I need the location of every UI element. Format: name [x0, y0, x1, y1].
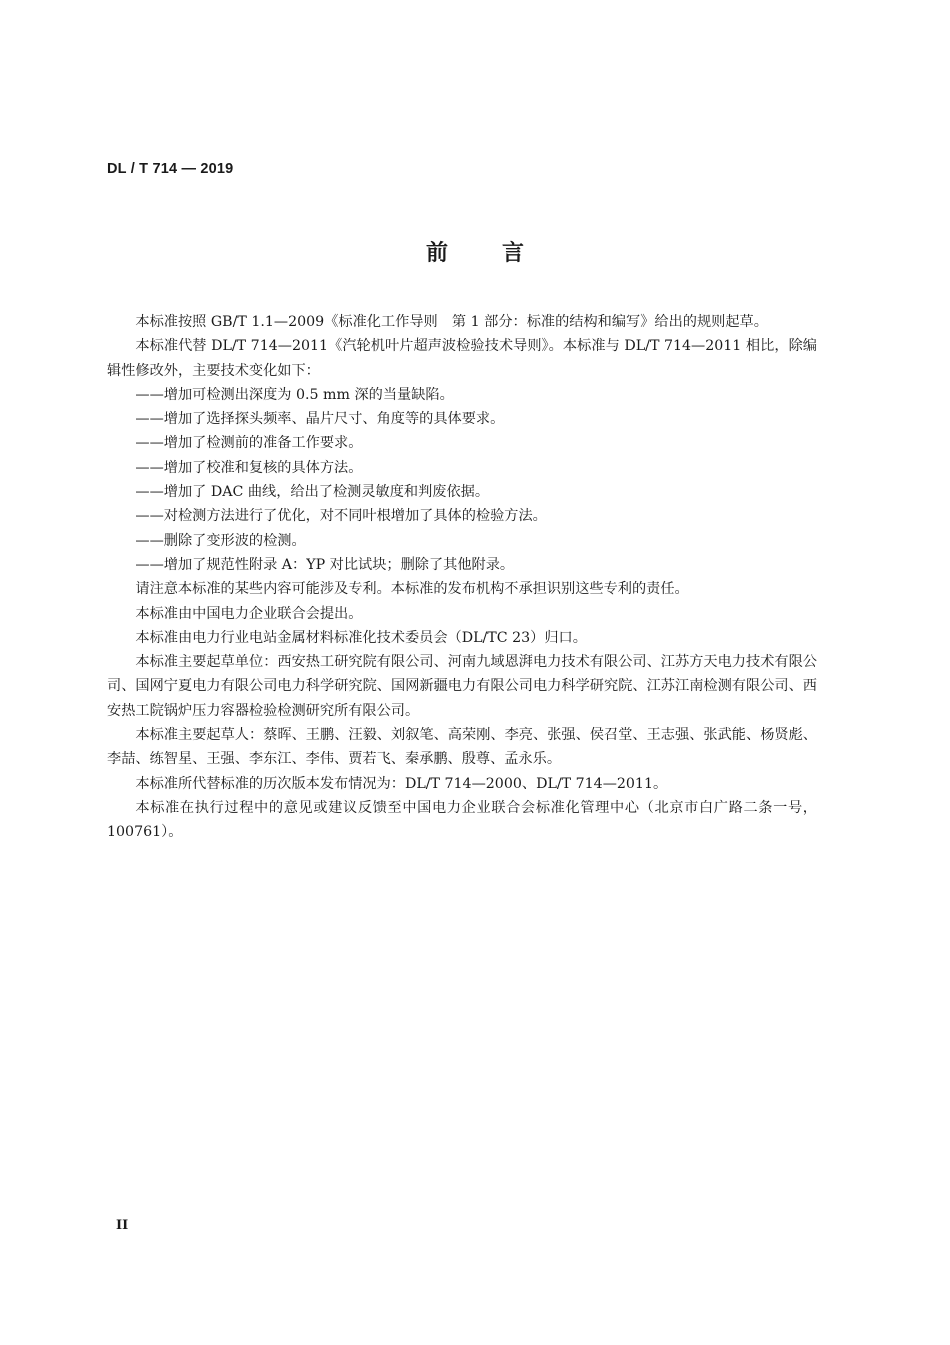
title-char-1: 前 — [425, 241, 448, 266]
paragraph: 本标准在执行过程中的意见或建议反馈至中国电力企业联合会标准化管理中心（北京市白广路二条一号，100761）。 — [107, 799, 817, 841]
document-code: DL / T 714 — 2019 — [107, 161, 234, 177]
paragraph: 请注意本标准的某些内容可能涉及专利。本标准的发布机构不承担识别这些专利的责任。 — [135, 581, 689, 598]
paragraph: 本标准主要起草单位：西安热工研究院有限公司、河南九域恩湃电力技术有限公司、江苏方天电力技术有限公司、国网宁夏电力有限公司电力科学研究院、国网新疆电力有限公司电力科学研究院、江苏江南检测有限公司、西安热工院锅炉压力容器检验检测研究所有限公司。 — [107, 654, 817, 719]
paragraph: 本标准按照 GB/T 1.1—2009《标准化工作导则 第 1 部分：标准的结构和编写》给出的规则起草。 — [135, 314, 768, 330]
paragraph: 本标准由中国电力企业联合会提出。 — [135, 605, 363, 622]
change-item: ——增加了 DAC 曲线，给出了检测灵敏度和判废依据。 — [135, 484, 490, 501]
paragraph: 本标准所代替标准的历次版本发布情况为：DL/T 714—2000、DL/T 714—2011。 — [135, 775, 668, 792]
change-item: ——增加了检测前的准备工作要求。 — [135, 435, 363, 452]
paragraph: 本标准代替 DL/T 714—2011《汽轮机叶片超声波检验技术导则》。本标准与 DL/T 714—2011 相比，除编辑性修改外，主要技术变化如下： — [107, 338, 817, 379]
change-item: ——对检测方法进行了优化，对不同叶根增加了具体的检验方法。 — [135, 508, 547, 525]
page-number: II — [116, 1218, 129, 1233]
paragraph: 本标准主要起草人：蔡晖、王鹏、汪毅、刘叙笔、高荣刚、李亮、张强、侯召堂、王志强、张武能、杨贤彪、李喆、练智星、王强、李东江、李伟、贾若飞、秦承鹏、殷尊、孟永乐。 — [107, 727, 817, 768]
section-title — [0, 236, 950, 267]
change-item: ——增加了校准和复核的具体方法。 — [135, 459, 363, 476]
paragraph: 本标准由电力行业电站金属材料标准化技术委员会（DL/TC 23）归口。 — [135, 629, 587, 646]
change-item: ——增加了选择探头频率、晶片尺寸、角度等的具体要求。 — [135, 411, 505, 428]
title-char-2: 言 — [502, 241, 525, 266]
change-item: ——增加可检测出深度为 0.5 mm 深的当量缺陷。 — [135, 386, 454, 403]
foreword-body — [107, 310, 817, 845]
change-item: ——删除了变形波的检测。 — [135, 532, 306, 549]
change-item: ——增加了规范性附录 A：YP 对比试块；删除了其他附录。 — [135, 556, 515, 573]
